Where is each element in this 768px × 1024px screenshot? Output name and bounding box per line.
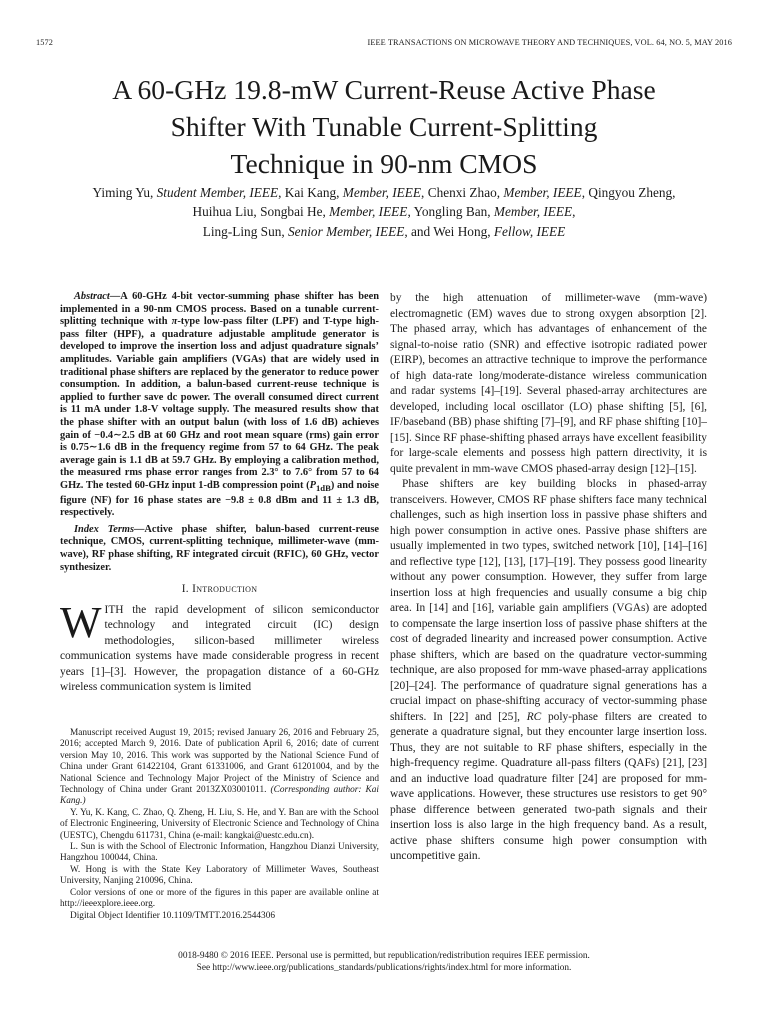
author-membership: Member, IEEE bbox=[493, 204, 573, 220]
pi-symbol: π bbox=[171, 316, 178, 328]
copyright-line: See http://www.ieee.org/publications_standards/publications/rights/index.html for more information. bbox=[196, 963, 572, 973]
author-membership: Fellow, IEEE bbox=[493, 223, 566, 239]
title-line: A 60-GHz 19.8-mW Current-Reuse Active Phase bbox=[112, 74, 656, 105]
author-text: , Yongling Ban, bbox=[407, 204, 494, 220]
doi-line: Digital Object Identifier 10.1109/TMTT.2016.2544306 bbox=[70, 910, 276, 921]
footnotes bbox=[60, 728, 379, 922]
abstract-text: ) and noise figure (NF) for 16 phase states are −9.8 ± 0.8 dBm and 11 ± 1.3 dB, respectively. bbox=[60, 479, 379, 519]
body-text: Phase shifters are key building blocks in phased-array transceivers. However, CMOS RF phase shifters face many technical challenges, such as high insertion loss in passive phase shifters and high power consumption in active ones. Passive phase shifters are usually implemented in two types, switched network [10], [14]–[16] and reflective type [12], [13], [17]–[19]. They possess good linearity without any power consumption. However, they suffer from large insertion loss at high frequencies and usually consume a big chip area. In [14] and [16], variable gain amplifiers (VGAs) are adopted to compensate the large insertion loss of passive phase shifters at the cost of degraded linearity and increased power consumption. Active phase shifters, which are based on the quadrature vector-summing technique, are also proposed for mm-wave phased-array applications [20]–[24]. The performance of quadrature signal generations has a crucial impact on phase-shifting accuracy of vector-summing phase shifters. In [22] and [25], bbox=[390, 478, 707, 723]
title-line: Shifter With Tunable Current-Splitting bbox=[170, 111, 598, 142]
left-column bbox=[60, 291, 379, 696]
abstract-text: —A 60-GHz 4-bit vector-summing phase shifter has been implemented in a 90-nm CMOS process. Based on a tunable current-splitting technique with bbox=[60, 291, 379, 328]
body-paragraph bbox=[390, 477, 707, 865]
author-text: , Chenxi Zhao, bbox=[421, 185, 504, 200]
p1db-subscript: 1dB bbox=[315, 482, 331, 493]
abstract bbox=[60, 291, 379, 520]
drop-cap: W bbox=[60, 597, 102, 647]
author-text: , and Wei Hong, bbox=[404, 223, 494, 239]
copyright-line: 0018-9480 © 2016 IEEE. Personal use is permitted, but republication/redistribution requires IEEE permission. bbox=[178, 951, 590, 961]
corresponding-author: (Corresponding author: Kai Kang.) bbox=[60, 785, 379, 807]
body-paragraph: by the high attenuation of millimeter-wave (mm-wave) electromagnetic (EM) waves due to strong oxygen absorption [2]. The phased array, which has advantages of enhancement of the signal-to-noise ratio (SNR) and effective isotropic radiated power (EIRP), becomes an attractive technique to improve the performance of high data-rate long/moderate-distance wireless communication and radar systems [4]–[19]. Several phased-array architectures are developed, including local oscillator (LO) phase shifting [5], [6], IF/baseband (BB) phase shifting [7]–[9], and RF phase shifting [10]–[15]. Since RF phase-shifting phased arrays have excellent feasibility for large-scale elements and possess high pattern directivity, it is quite prevalent in mm-wave CMOS phased-array design [12]–[15]. bbox=[390, 292, 707, 475]
author-membership: Student Member, IEEE bbox=[156, 185, 279, 200]
author-membership: Member, IEEE bbox=[329, 204, 408, 220]
author-line bbox=[30, 202, 738, 221]
paper-title bbox=[40, 71, 728, 182]
intro-text: ITH the rapid development of silicon semiconductor technology and integrated circuit (IC) design methodologies, silicon-based millimeter wireless communication systems have made considerable progress in recent years [1]–[3]. However, the propagation distance of a 60-GHz wireless communication system is limited bbox=[60, 603, 379, 694]
author-line bbox=[30, 222, 738, 241]
footnote bbox=[60, 728, 379, 808]
author-line bbox=[30, 183, 738, 202]
footnote-text: Manuscript received August 19, 2015; revised January 26, 2016 and February 25, 2016; accepted March 9, 2016. Date of publication April 6, 2016; date of current version May 10, 2016. This work was supported by the National Science Fund of China under Grant 61422104, Grant 61331006, and Grant 61201004, and by the National Science and Technology Major Project of the Ministry of Science and Technology of China under Grant 2013ZX03001011. bbox=[60, 728, 379, 796]
section-title: Introduction bbox=[192, 583, 258, 596]
footnote: L. Sun is with the School of Electronic Information, Hangzhou Dianzi University, Hangzhou 100044, China. bbox=[60, 842, 379, 864]
page-number: 1572 bbox=[36, 38, 53, 47]
p1db-symbol: P bbox=[309, 479, 316, 491]
footnote: Color versions of one or more of the figures in this paper are available online at http://ieeexplore.ieee.org. bbox=[60, 887, 379, 910]
index-terms bbox=[60, 524, 379, 574]
author-text: Huihua Liu, Songbai He, bbox=[192, 204, 330, 220]
section-heading bbox=[60, 582, 379, 598]
section-number: I. bbox=[181, 583, 193, 596]
author-membership: Member, IEEE bbox=[503, 185, 582, 200]
index-terms-label: Index Terms bbox=[74, 523, 134, 535]
journal-header: IEEE TRANSACTIONS ON MICROWAVE THEORY AND TECHNIQUES, VOL. 64, NO. 5, MAY 2016 bbox=[367, 38, 732, 47]
copyright-notice bbox=[30, 950, 738, 974]
body-text: poly-phase filters are created to generate a quadrature signal, but they encounter large insertion loss. Thus, they are not suitable to RF phase shifters, especially in the high-frequency regime. Quadrature all-pass filters (QAFs) [21], [23] and an inductive load quadrature filter [24] are proposed for mm-wave applications. However, these structures use resistors to get 90° phase difference between generated two-path signals and their insertion loss is also large in the high frequency band. As a result, active phase shifters consume high power consumption with uncompetitive gain. bbox=[390, 710, 707, 862]
rc-term: RC bbox=[526, 710, 542, 723]
right-column bbox=[390, 291, 707, 865]
author-text: , Qingyou Zheng, bbox=[581, 185, 676, 200]
author-membership: Member, IEEE bbox=[342, 185, 422, 200]
author-list bbox=[30, 183, 738, 241]
author-text: , bbox=[572, 204, 576, 220]
author-text: Ling-Ling Sun, bbox=[202, 223, 289, 239]
author-text: , Kai Kang, bbox=[278, 185, 343, 200]
intro-paragraph bbox=[60, 597, 379, 696]
abstract-text: -type low-pass filter (LPF) and T-type high-pass filter (HPF), a quadrature adjustable amplitude generator is developed to improve the insertion loss and adjust quadrature signals’ amplitudes. Variable gain amplifiers (VGAs) that are widely used in traditional phase shifters are replaced by the generator to reduce power consumption. In addition, a balun-based current-reuse technique is applied to further save dc power. The overall consumed direct current is 11 mA under 1.8-V voltage supply. The measured results show that the phase shifter with an output balun (with loss of 1.6 dB) achieves gain of −0.4∼2.5 dB at 60 GHz and root mean square (rms) gain error is 0.75∼1.6 dB in the frequency regime from 57 to 64 GHz. The peak average gain is 1.1 dB at 59.7 GHz. By employing a calibration method, the measured rms phase error ranges from 2.3° to 7.6° from 57 to 64 GHz. The tested 60-GHz input 1-dB compression point ( bbox=[60, 316, 379, 491]
title-line: Technique in 90-nm CMOS bbox=[230, 148, 538, 179]
footnote: Y. Yu, K. Kang, C. Zhao, Q. Zheng, H. Liu, S. He, and Y. Ban are with the School of Electronic Engineering, University of Electronic Science and Technology of China (UESTC), Chengdu 611731, China (e-mail: kangkai@uestc.edu.cn). bbox=[60, 807, 379, 841]
author-text: Yiming Yu, bbox=[92, 185, 157, 200]
abstract-label: Abstract bbox=[74, 291, 110, 302]
author-membership: Senior Member, IEEE bbox=[288, 223, 405, 239]
footnote: W. Hong is with the State Key Laboratory of Millimeter Waves, Southeast University, Nanjing 210096, China. bbox=[60, 864, 379, 887]
index-terms-text: —Active phase shifter, balun-based current-reuse technique, CMOS, current-splitting technique, millimeter-wave (mm-wave), RF phase shifting, RF integrated circuit (RFIC), 60 GHz, vector synthesizer. bbox=[60, 523, 379, 573]
